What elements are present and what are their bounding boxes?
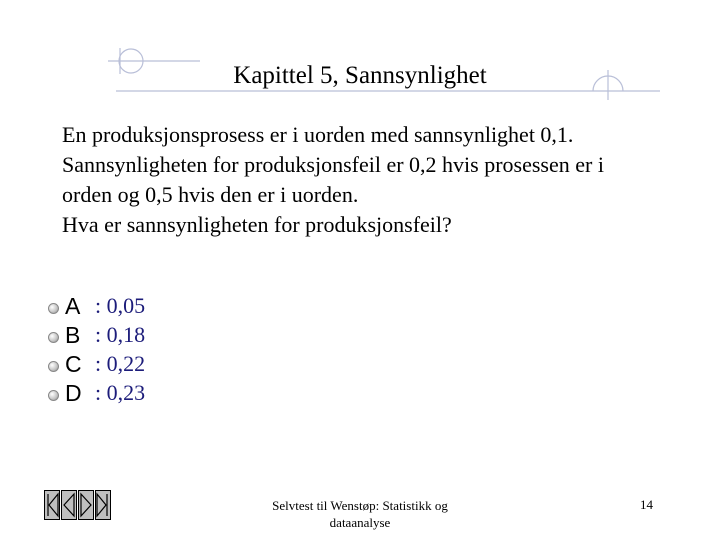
question-line: Hva er sannsynligheten for produksjonsfeil? [62, 212, 452, 237]
previous-slide-button[interactable] [61, 490, 77, 520]
footer-text: Selvtest til Wenstøp: Statistikk og dataanalyse [272, 498, 448, 530]
skip-first-icon [45, 491, 59, 519]
option-letter: B [65, 321, 81, 348]
page-number: 14 [640, 497, 653, 512]
bullet-icon [48, 332, 59, 343]
option-d[interactable] [48, 379, 145, 407]
next-slide-button[interactable] [78, 490, 94, 520]
option-letter: A [65, 292, 81, 319]
option-a[interactable] [48, 292, 145, 320]
question-line: Sannsynligheten for produksjonsfeil er 0,2 hvis prosessen er i [62, 152, 604, 177]
question-line: En produksjonsprosess er i uorden med sannsynlighet 0,1. [62, 122, 574, 147]
answer-options [48, 292, 145, 408]
option-value: : 0,05 [95, 293, 146, 318]
bullet-icon [48, 303, 59, 314]
bullet-icon [48, 390, 59, 401]
question-text [62, 120, 682, 240]
question-line: orden og 0,5 hvis den er i uorden. [62, 182, 359, 207]
first-slide-button[interactable] [44, 490, 60, 520]
slide-navigation [44, 490, 112, 520]
option-value: : 0,18 [95, 322, 146, 347]
last-slide-button[interactable] [95, 490, 111, 520]
skip-last-icon [96, 491, 110, 519]
slide-title: Kapittel 5, Sannsynlighet [233, 62, 487, 89]
option-value: : 0,22 [95, 351, 146, 376]
previous-icon [62, 491, 76, 519]
option-letter: C [65, 350, 82, 377]
next-icon [79, 491, 93, 519]
option-value: : 0,23 [95, 380, 146, 405]
option-letter: D [65, 379, 82, 406]
option-b[interactable] [48, 321, 145, 349]
option-c[interactable] [48, 350, 145, 378]
bullet-icon [48, 361, 59, 372]
